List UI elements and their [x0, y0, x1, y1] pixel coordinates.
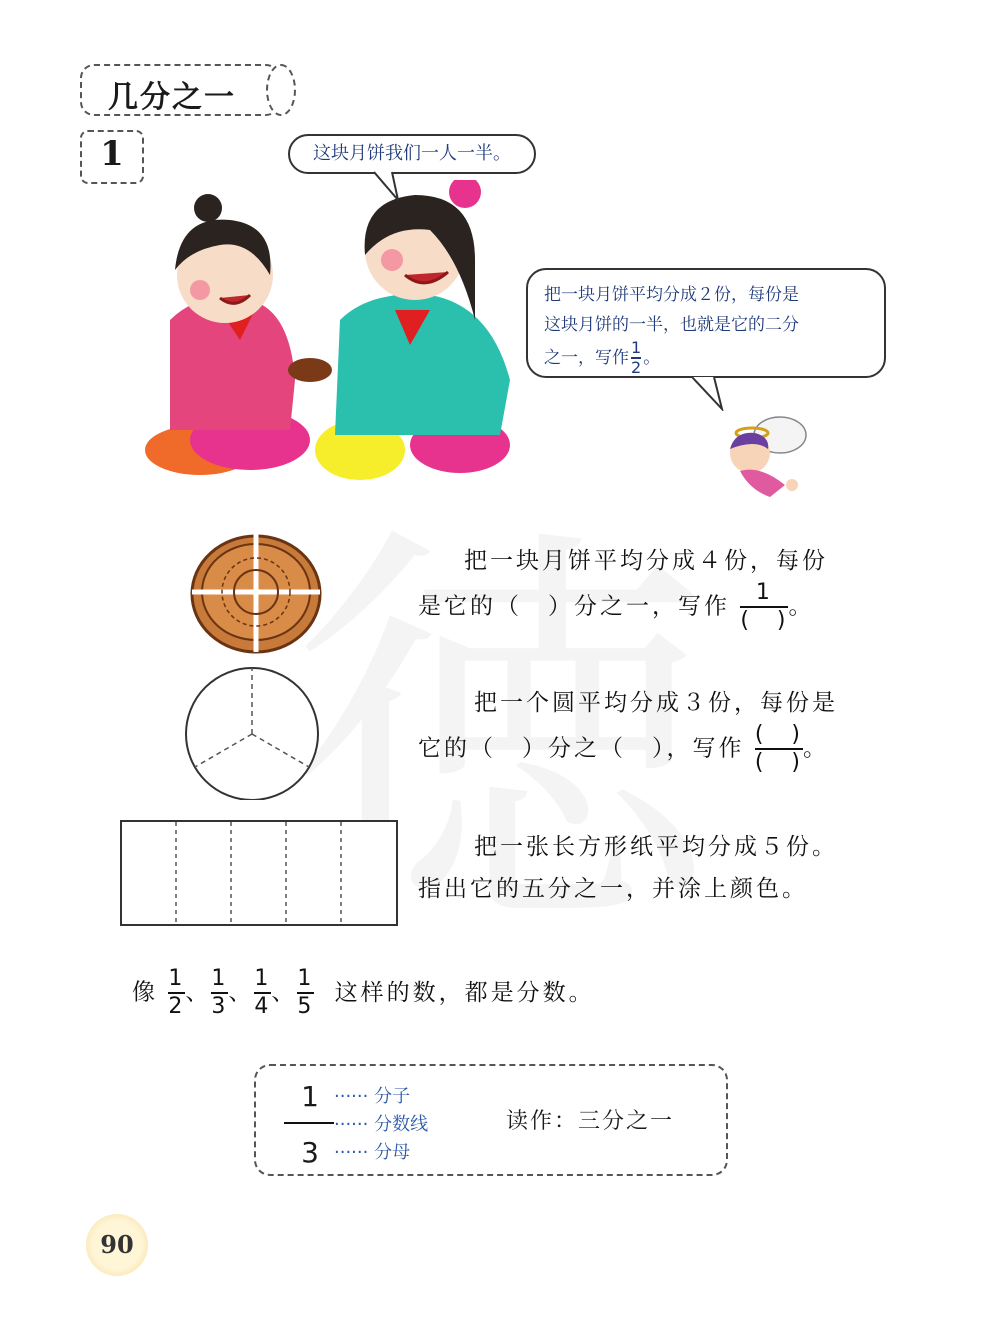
leader-dots: ······: [334, 1142, 369, 1163]
example-number: 1: [100, 134, 124, 174]
fraction-numerator: ( ): [754, 722, 803, 747]
hair-bow: [449, 180, 481, 208]
title-scroll-roll: [266, 64, 296, 116]
circle-line-2-b: 。: [802, 735, 829, 762]
fraction-numerator: 1: [755, 580, 773, 605]
fraction-1-4: [254, 968, 271, 1018]
fraction-denominator: 2: [631, 358, 642, 377]
fraction-separator: 、: [228, 979, 255, 1006]
reading-text: 读作：三分之一: [506, 1109, 675, 1134]
fraction-1-3: [211, 968, 228, 1018]
fraction-numerator: 1: [211, 966, 229, 991]
fraction-denominator: ( ): [740, 608, 789, 633]
fractions-statement: [132, 968, 832, 1018]
mooncake-quartered: [186, 526, 326, 656]
circle-question: [418, 682, 898, 774]
fraction-separator: 、: [185, 979, 212, 1006]
fraction-one-half: [631, 340, 641, 376]
denominator-label: 分母: [374, 1142, 411, 1163]
circle-line-1: 把一个圆平均分成３份，每份是: [474, 690, 838, 716]
numerator-label-row: [334, 1082, 410, 1108]
circle-thirds: [180, 664, 324, 800]
fraction-separator: 、: [271, 979, 298, 1006]
fraction-denominator: 5: [297, 994, 315, 1019]
circle-line-2-a: 它的（ ）分之（ ），写作: [418, 735, 745, 762]
fraction-line-label: 分数线: [374, 1114, 429, 1135]
rectangle-fifths[interactable]: [120, 820, 400, 928]
mooncake-line-1: 把一块月饼平均分成４份，每份: [464, 548, 828, 574]
fraction-numerator: 1: [254, 966, 272, 991]
section-title: 几分之一: [108, 80, 236, 115]
mooncake-line-2-b: 。: [788, 593, 815, 620]
rectangle-question: [418, 826, 918, 910]
fractions-prefix: 像: [132, 979, 158, 1006]
page-number: 90: [100, 1230, 134, 1259]
bubble-line-2: 这块月饼的一半，也就是它的二分: [544, 315, 799, 335]
circle-fraction: [755, 724, 803, 774]
rectangle-line-1: 把一张长方形纸平均分成５份。: [474, 834, 838, 860]
mooncake-question: [418, 540, 898, 632]
denominator-label-row: [334, 1138, 410, 1164]
fraction-denominator: ( ): [754, 750, 803, 775]
fraction-denominator: 3: [211, 994, 229, 1019]
rectangle-line-2: 指出它的五分之一，并涂上颜色。: [418, 876, 808, 902]
notation-fraction-bar: [284, 1122, 334, 1124]
fraction-1-5: [297, 968, 314, 1018]
circle-line-2: [418, 724, 898, 774]
mooncake-half-left: [288, 358, 332, 382]
speech-bubble-right: [526, 268, 886, 378]
bubble-line-1: 把一块月饼平均分成２份，每份是: [544, 285, 799, 305]
notation-numerator: 1: [301, 1080, 319, 1113]
fraction-line-label-row: [334, 1110, 428, 1136]
mooncake-line-2: [418, 582, 898, 632]
speech-bubble-top: 这块月饼我们一人一半。: [288, 134, 536, 174]
fraction-numerator: 1: [631, 338, 642, 357]
angel-mascot: [700, 405, 810, 500]
bubble-line-3-prefix: 之一，写作: [544, 348, 629, 368]
mooncake-fraction: [740, 582, 788, 632]
mooncake-line-2-a: 是它的（ ）分之一，写作: [418, 593, 730, 620]
fractions-suffix: 这样的数，都是分数。: [334, 979, 595, 1006]
fraction-numerator: 1: [168, 966, 186, 991]
fraction-denominator: 4: [254, 994, 272, 1019]
leader-dots: ······: [334, 1114, 369, 1135]
fraction-numerator: 1: [297, 966, 315, 991]
speech-bubble-top-tail: [370, 170, 410, 204]
notation-denominator: 3: [301, 1136, 319, 1169]
numerator-label: 分子: [374, 1086, 411, 1107]
bubble-line-3-suffix: 。: [643, 348, 661, 368]
fraction-1-2: [168, 968, 185, 1018]
bubble-line-3: [544, 340, 868, 376]
leader-dots: ······: [334, 1086, 369, 1107]
fraction-denominator: 2: [168, 994, 186, 1019]
